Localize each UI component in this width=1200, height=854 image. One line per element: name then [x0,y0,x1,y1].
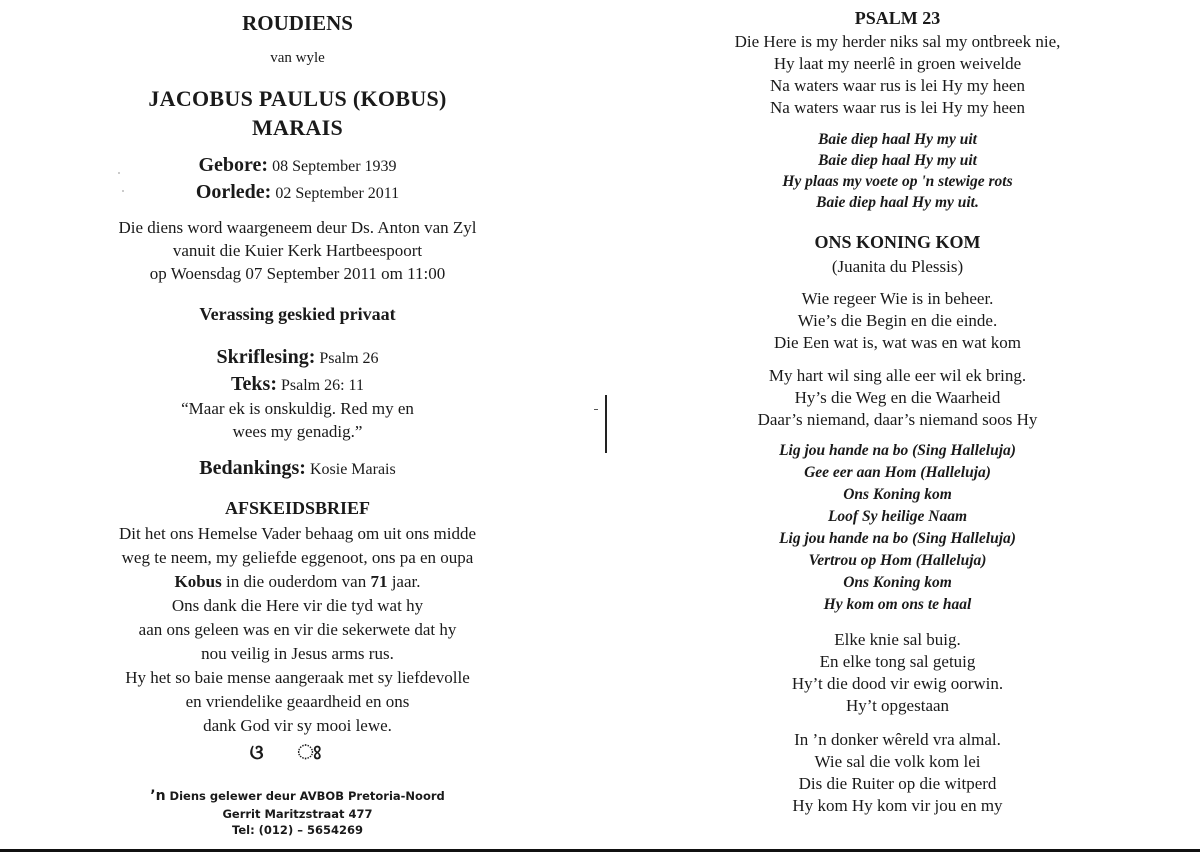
verse-line: Wie regeer Wie is in beheer. [801,289,994,308]
verse-line: En elke tong sal getuig [819,652,976,671]
verse-line: My hart wil sing alle eer wil ek bring. [768,366,1027,385]
fold-mark [605,395,607,453]
farewell-age: 71 [370,572,388,591]
psalm-line: Na waters waar rus is lei Hy my heen [770,76,1025,95]
born-label: Gebore: [198,154,269,176]
psalm-chorus-line: Baie diep haal Hy my uit. [816,194,979,211]
farewell-line: nou veilig in Jesus arms rus. [201,644,394,663]
bottom-edge-rule [0,849,1200,852]
cremation-notice: Verassing geskied privaat [199,304,396,324]
died-label: Oorlede: [195,181,272,203]
verse-line: Die Een wat is, wat was en wat kom [774,333,1021,352]
verse-line: Hy’s die Weg en die Waarheid [794,388,1001,407]
farewell-line: Dit het ons Hemelse Vader behaag om uit ons midde [118,524,477,543]
psalm-line: Na waters waar rus is lei Hy my heen [770,98,1025,117]
chorus-line: Loof Sy heilige Naam [827,508,968,525]
service-line: vanuit die Kuier Kerk Hartbeespoort [172,241,423,260]
farewell-line: aan ons geleen was en vir die sekerwete dat hy [138,620,457,639]
farewell-line: dank God vir sy mooi lewe. [203,716,392,735]
chorus-line: Ons Koning kom [843,486,952,503]
reading-value: Psalm 26 [319,350,379,367]
farewell-line: Ons dank die Here vir die tyd wat hy [171,596,424,615]
born-date: 08 September 1939 [272,158,397,175]
verse-line: Elke knie sal buig. [834,630,961,649]
psalm-chorus-line: Baie diep haal Hy my uit [818,131,977,148]
psalm-line: Die Here is my herder niks sal my ontbreek nie, [734,32,1061,51]
scan-speck [122,190,124,192]
verse-line: In ’n donker wêreld vra almal. [794,730,1001,749]
died-date: 02 September 2011 [275,185,400,202]
verse-line: Wie’s die Begin en die einde. [797,311,998,330]
text-value: Psalm 26: 11 [280,377,364,394]
chorus-line: Hy kom om ons te haal [823,596,972,613]
thanks-label: Bedankings: [199,457,306,479]
chorus-line: Lig jou hande na bo (Sing Halleluja) [779,442,1016,459]
quote-line: wees my genadig.” [232,422,363,441]
chorus-line: Vertrou op Hom (Halleluja) [808,552,987,569]
verse-line: Wie sal die volk kom lei [814,752,981,771]
farewell-text: jaar. [387,572,421,591]
farewell-line: en vriendelike geaardheid en ons [185,692,410,711]
verse-line: Hy’t die dood vir ewig oorwin. [791,674,1004,693]
psalm-heading: PSALM 23 [854,8,941,28]
page-title: ROUDIENS [242,11,353,35]
verse-line: Hy’t opgestaan [845,696,950,715]
farewell-line: Hy het so baie mense aangeraak met sy liefdevolle [125,668,470,687]
psalm-chorus-line: Baie diep haal Hy my uit [818,152,977,169]
farewell-line: weg te neem, my geliefde eggenoot, ons pa en oupa [121,548,474,567]
died-row [95,181,500,204]
fold-tick [594,409,598,410]
born-row [95,154,500,177]
service-line: Die diens word waargeneem deur Ds. Anton van Zyl [118,218,477,237]
farewell-heading: AFSKEIDSBRIEF [224,498,371,518]
verse-line: Daar’s niemand, daar’s niemand soos Hy [757,410,1038,429]
footer-n: ’n [150,788,166,804]
scan-speck [118,172,120,174]
ornament-icon: ଓ ଃ [249,742,346,764]
reading-row [95,346,500,369]
van-wyle-text: van wyle [270,50,325,66]
quote-line: “Maar ek is onskuldig. Red my en [181,399,414,418]
service-line: op Woensdag 07 September 2011 om 11:00 [149,264,446,283]
song-author: (Juanita du Plessis) [831,257,964,276]
footer-phone: Tel: (012) – 5654269 [232,823,363,837]
footer-line [95,788,500,804]
verse-line: Hy kom Hy kom vir jou en my [792,796,1003,815]
farewell-name: Kobus [174,572,222,591]
thanks-value: Kosie Marais [309,461,396,478]
farewell-line [95,572,500,592]
song-heading: ONS KONING KOM [814,232,981,252]
verse-line: Dis die Ruiter op die witperd [798,774,997,793]
chorus-line: Ons Koning kom [843,574,952,591]
footer-text: Diens gelewer deur AVBOB Pretoria-Noord [165,789,445,803]
deceased-name-line1: JACOBUS PAULUS (KOBUS) [148,86,447,111]
text-label: Teks: [231,373,277,395]
footer-address: Gerrit Maritzstraat 477 [222,807,373,821]
text-row [95,373,500,396]
chorus-line: Lig jou hande na bo (Sing Halleluja) [779,530,1016,547]
thanks-row [95,457,500,480]
deceased-name-line2: MARAIS [251,115,344,140]
reading-label: Skriflesing: [216,346,316,368]
farewell-text: in die ouderdom van [221,572,371,591]
psalm-line: Hy laat my neerlê in groen weivelde [773,54,1022,73]
chorus-line: Gee eer aan Hom (Halleluja) [804,464,991,481]
psalm-chorus-line: Hy plaas my voete op 'n stewige rots [782,173,1013,190]
